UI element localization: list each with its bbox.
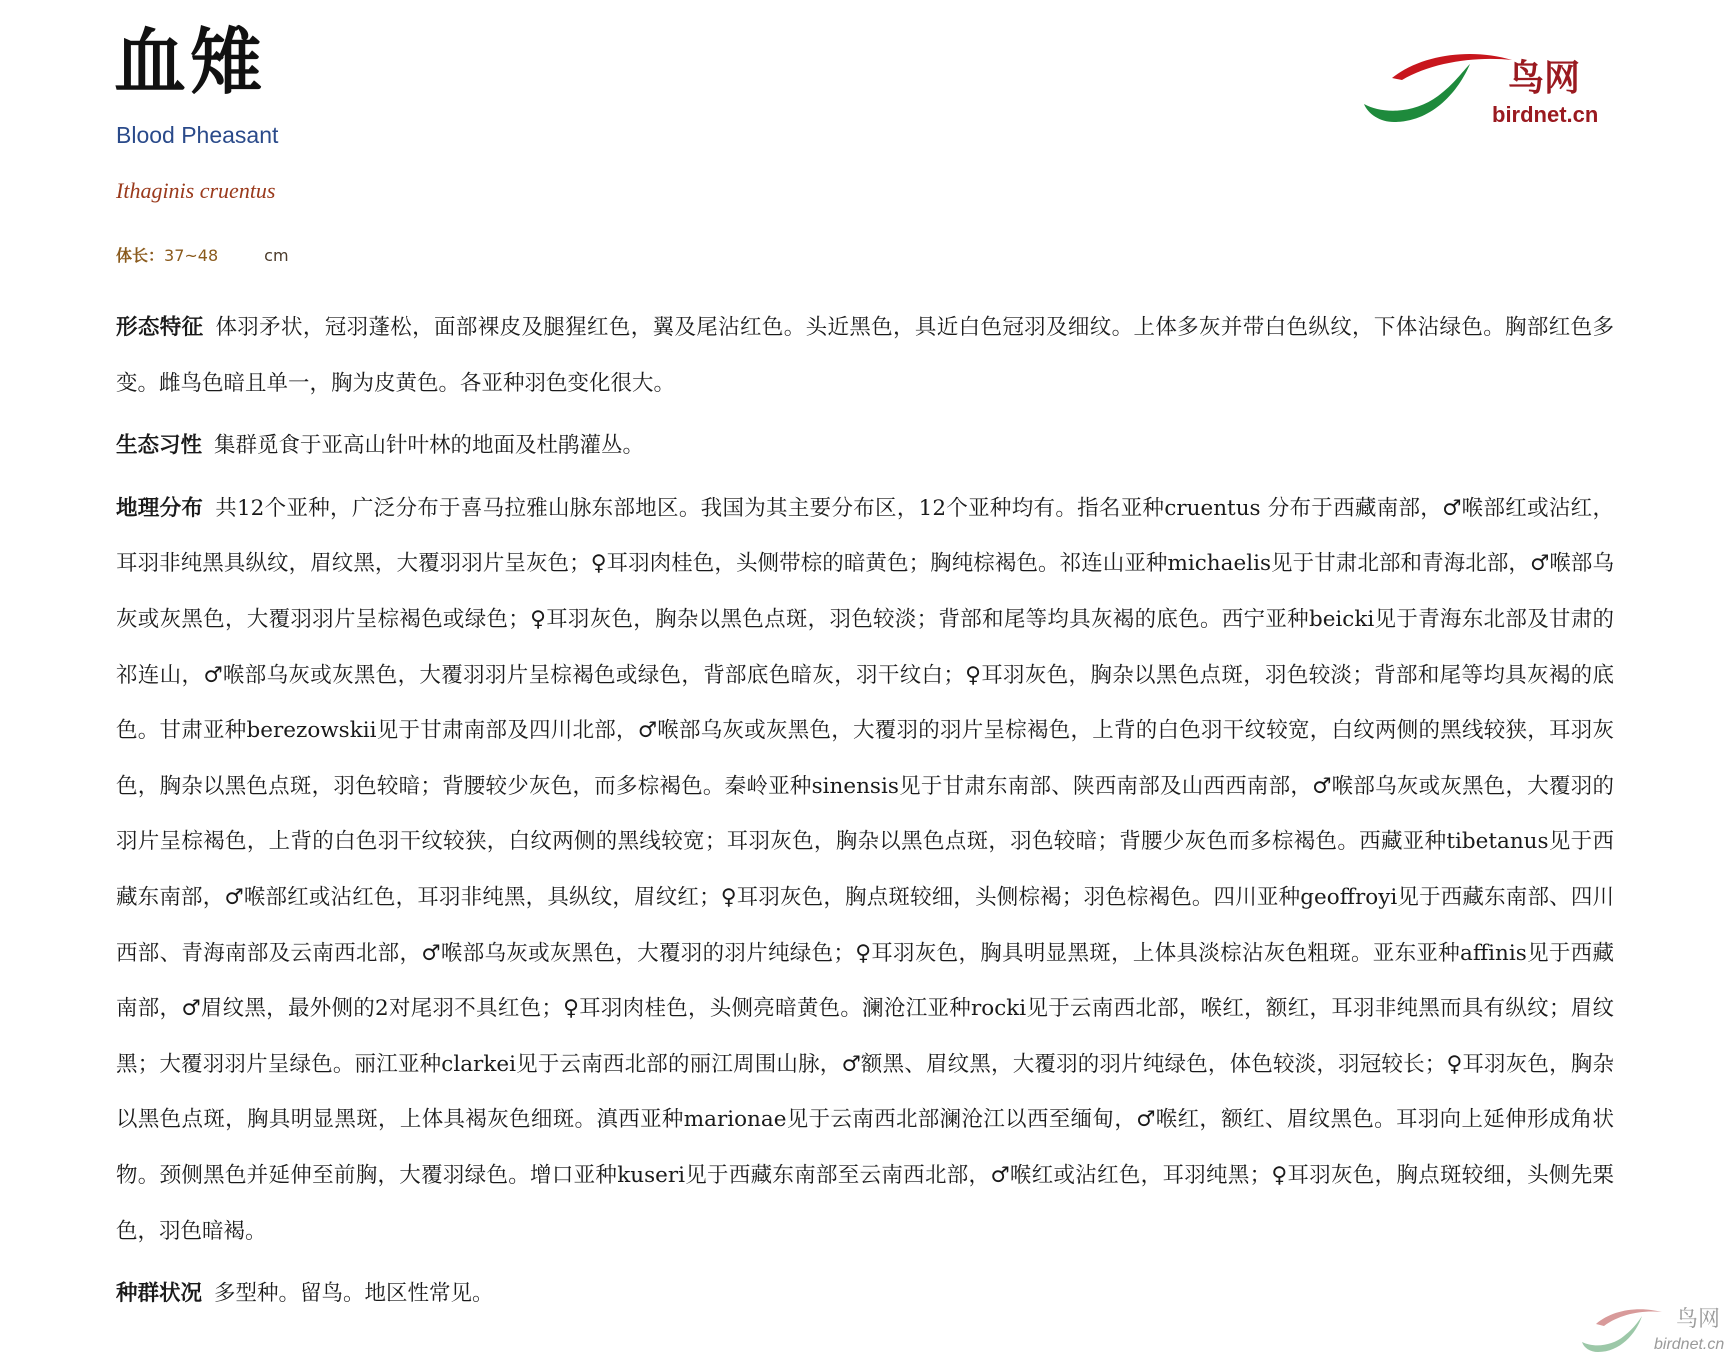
section-text: 体羽矛状，冠羽蓬松，面部裸皮及腿猩红色，翼及尾沾红色。头近黑色，具近白色冠羽及细纹。上体多灰并带白色纵纹，下体沾绿色。胸部红色多变。雌鸟色暗且单一，胸为皮黄色。各亚种羽色变化很大。 xyxy=(116,315,1614,396)
section-text: 共12个亚种，广泛分布于喜马拉雅山脉东部地区。我国为其主要分布区，12个亚种均有。指名亚种cruentus 分布于西藏南部，♂喉部红或沾红，耳羽非纯黑具纵纹，眉纹黑，大覆羽羽片呈灰色；♀耳羽肉桂色，头侧带棕的暗黄色；胸纯棕褐色。祁连山亚种michaelis见于甘肃北部和青海北部，♂喉部乌灰或灰黑色，大覆羽羽片呈棕褐色或绿色；♀耳羽灰色，胸杂以黑色点斑，羽色较淡；背部和尾等均具灰褐的底色。西宁亚种beicki见于青海东北部及甘肃的祁连山，♂喉部乌灰或灰黑色，大覆羽羽片呈棕褐色或绿色，背部底色暗灰，羽干纹白；♀耳羽灰色，胸杂以黑色点斑，羽色较淡；背部和尾等均具灰褐的底色。甘肃亚种berezowskii见于甘肃南部及四川北部，♂喉部乌灰或灰黑色，大覆羽的羽片呈棕褐色，上背的白色羽干纹较宽，白纹两侧的黑线较狭，耳羽灰色，胸杂以黑色点斑，羽色较暗；背腰较少灰色，而多棕褐色。秦岭亚种sinensis见于甘肃东南部、陕西南部及山西西南部，♂喉部乌灰或灰黑色，大覆羽的羽片呈棕褐色，上背的白色羽干纹较狭，白纹两侧的黑线较宽；耳羽灰色，胸杂以黑色点斑，羽色较暗；背腰少灰色而多棕褐色。西藏亚种tibetanus见于西藏东南部，♂喉部红或沾红色，耳羽非纯黑，具纵纹，眉纹红；♀耳羽灰色，胸点斑较细，头侧棕褐；羽色棕褐色。四川亚种geoffroyi见于西藏东南部、四川西部、青海南部及云南西北部，♂喉部乌灰或灰黑色，大覆羽的羽片纯绿色；♀耳羽灰色，胸具明显黑斑，上体具淡棕沾灰色粗斑。亚东亚种affinis见于西藏南部，♂眉纹黑，最外侧的2对尾羽不具红色；♀耳羽肉桂色，头侧亮暗黄色。澜沧江亚种rocki见于云南西北部，喉红，额红，耳羽非纯黑而具有纵纹；眉纹黑；大覆羽羽片呈绿色。丽江亚种clarkei见于云南西北部的丽江周围山脉，♂额黑、眉纹黑，大覆羽的羽片纯绿色，体色较淡，羽冠较长；♀耳羽灰色，胸杂以黑色点斑，胸具明显黑斑，上体具褐灰色细斑。滇西亚种marionae见于云南西北部澜沧江以西至缅甸，♂喉红，额红、眉纹黑色。耳羽向上延伸形成角状物。颈侧黑色并延伸至前胸，大覆羽绿色。增口亚种kuseri见于西藏东南部至云南西北部，♂喉红或沾红色，耳羽纯黑；♀耳羽灰色，胸点斑较细，头侧先栗色，羽色暗褐。 xyxy=(116,495,1614,1244)
section-text: 集群觅食于亚高山针叶林的地面及杜鹃灌丛。 xyxy=(214,433,645,459)
section-label: 地理分布 xyxy=(116,495,204,521)
logo-text-zh: 鸟网 xyxy=(1508,58,1581,99)
body-length xyxy=(116,243,289,266)
population-paragraph xyxy=(116,1266,1614,1322)
section-text: 多型种。留鸟。地区性常见。 xyxy=(214,1281,494,1307)
english-name: Blood Pheasant xyxy=(116,122,279,148)
ecology-paragraph xyxy=(116,418,1614,474)
watermark-swoosh-icon xyxy=(1582,1300,1662,1362)
watermark xyxy=(1582,1300,1732,1362)
section-label: 生态习性 xyxy=(116,433,203,459)
page-title: 血雉 xyxy=(114,20,267,104)
section-label: 种群状况 xyxy=(116,1281,203,1307)
bird-swoosh-icon xyxy=(1362,44,1512,134)
body-length-value: 37~48 xyxy=(164,246,219,265)
logo-text-en: birdnet.cn xyxy=(1492,102,1599,127)
watermark-text-en: birdnet.cn xyxy=(1654,1336,1725,1353)
section-label: 形态特征 xyxy=(116,315,204,340)
body-length-label: 体长： xyxy=(116,246,165,265)
scientific-name: Ithaginis cruentus xyxy=(116,178,276,203)
birdnet-logo xyxy=(1362,44,1599,134)
distribution-paragraph xyxy=(116,481,1614,1259)
species-description xyxy=(116,300,1614,1329)
body-length-unit: cm xyxy=(264,246,289,265)
morphology-paragraph xyxy=(116,300,1614,411)
watermark-text-zh: 鸟网 xyxy=(1676,1307,1721,1332)
